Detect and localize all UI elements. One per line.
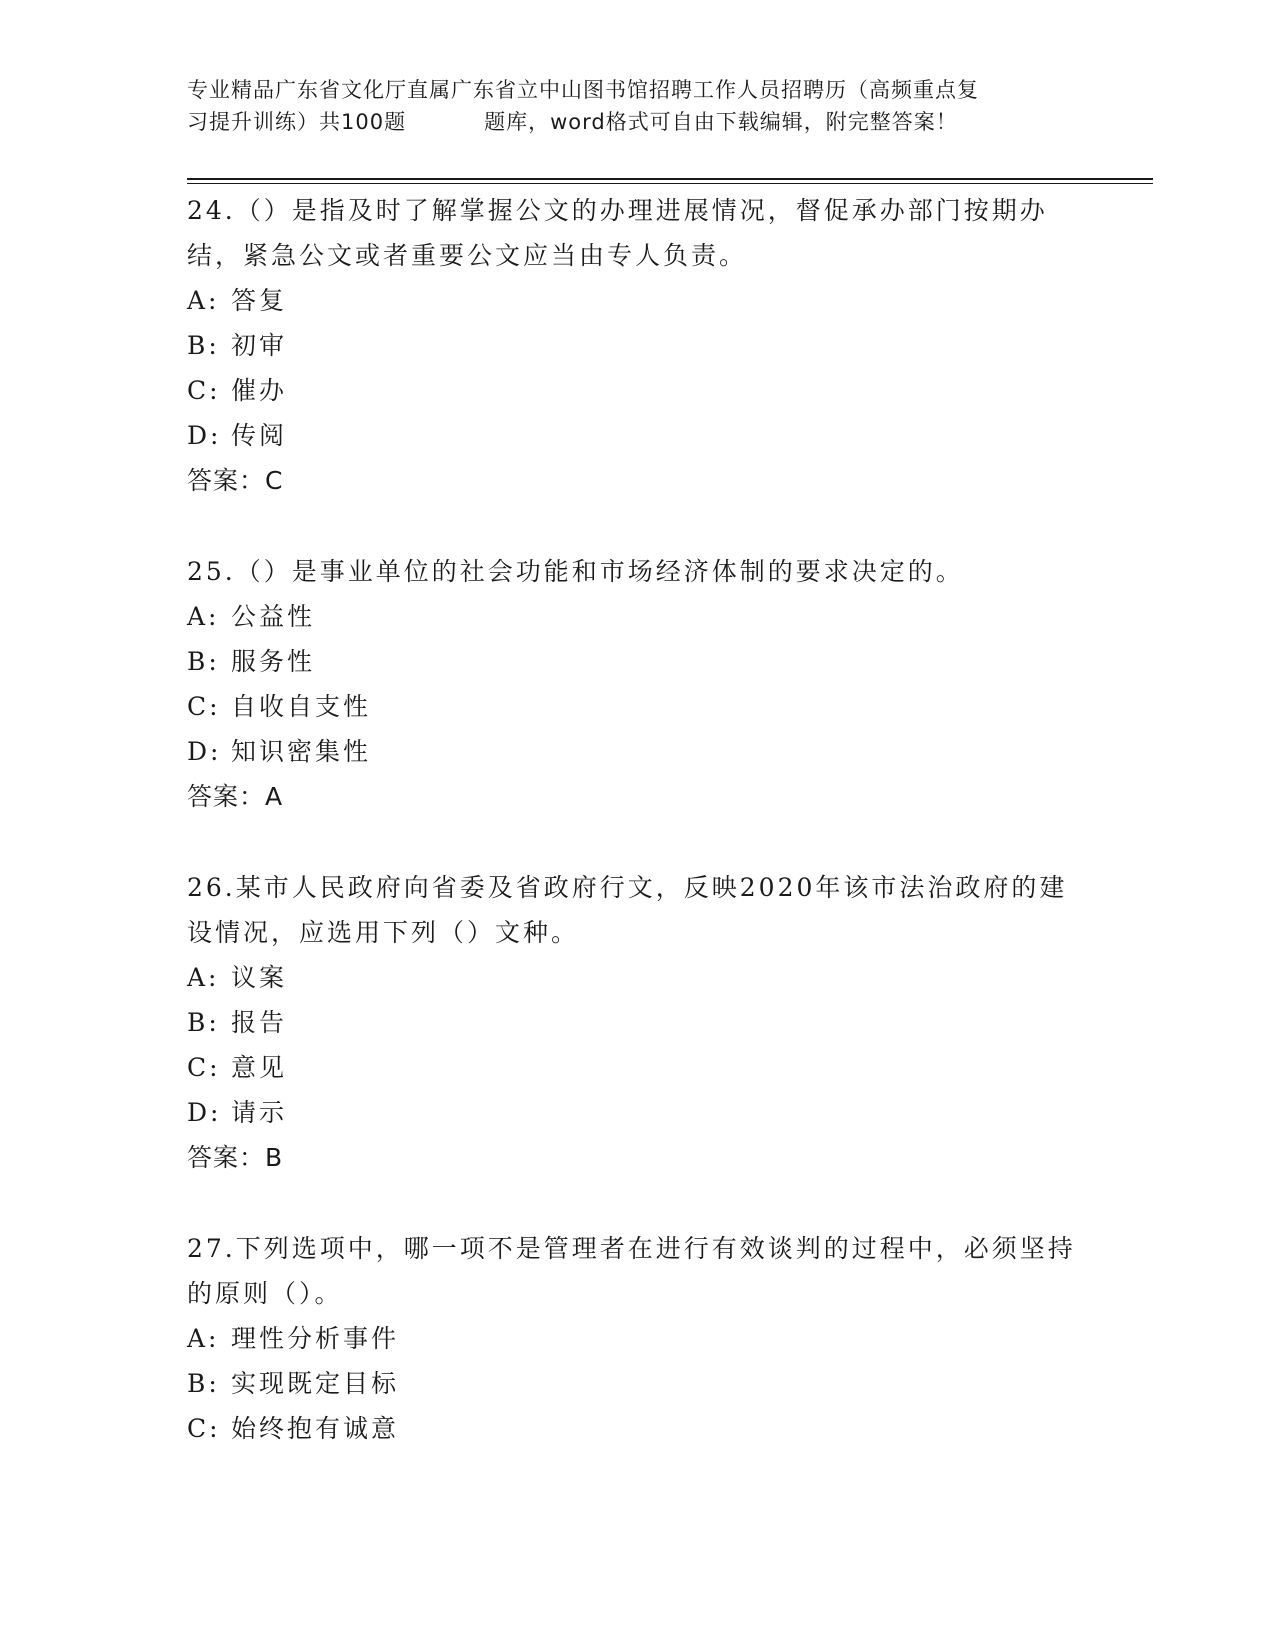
question-24	[187, 188, 1087, 503]
option-letter: B:	[187, 1369, 220, 1398]
option-letter: D:	[187, 1098, 222, 1127]
question-27	[187, 1226, 1087, 1451]
option-d	[187, 413, 1087, 458]
option-letter: A:	[187, 602, 220, 631]
option-text: 传阅	[231, 421, 288, 450]
option-letter: C:	[187, 692, 221, 721]
option-letter: A:	[187, 286, 220, 315]
option-letter: A:	[187, 1324, 220, 1353]
question-stem: 26.某市人民政府向省委及省政府行文，反映2020年该市法治政府的建设情况，应选用下列（）文种。	[187, 873, 1068, 947]
header-line-2-left: 习提升训练）共100题	[187, 110, 407, 134]
option-text: 意见	[231, 1053, 288, 1082]
document-header	[187, 74, 1087, 138]
option-letter: B:	[187, 647, 220, 676]
option-letter: C:	[187, 1414, 221, 1443]
header-rule-thin	[187, 183, 1153, 184]
header-rule-thick	[187, 178, 1153, 180]
option-letter: A:	[187, 963, 220, 992]
option-text: 请示	[231, 1098, 288, 1127]
question-list	[187, 188, 1087, 1497]
option-text: 公益性	[231, 602, 316, 631]
option-letter: B:	[187, 331, 220, 360]
answer-line: 答案：A	[187, 782, 284, 811]
question-26	[187, 865, 1087, 1180]
option-letter: C:	[187, 1053, 221, 1082]
option-text: 自收自支性	[231, 692, 372, 721]
option-c	[187, 368, 1087, 413]
option-text: 议案	[231, 963, 288, 992]
option-b	[187, 323, 1087, 368]
option-text: 知识密集性	[231, 737, 372, 766]
option-c	[187, 1045, 1087, 1090]
answer-line: 答案：C	[187, 466, 284, 495]
option-text: 催办	[231, 376, 288, 405]
question-stem: 24.（）是指及时了解掌握公文的办理进展情况，督促承办部门按期办结，紧急公文或者重要公文应当由专人负责。	[187, 196, 1048, 270]
header-line-1: 专业精品广东省文化厅直属广东省立中山图书馆招聘工作人员招聘历（高频重点复	[187, 78, 979, 102]
answer-line: 答案：B	[187, 1143, 284, 1172]
question-stem: 25.（）是事业单位的社会功能和市场经济体制的要求决定的。	[187, 557, 964, 586]
option-text: 始终抱有诚意	[231, 1414, 400, 1443]
option-text: 服务性	[231, 647, 316, 676]
option-letter: B:	[187, 1008, 220, 1037]
header-line-2	[187, 106, 1087, 138]
option-text: 答复	[231, 286, 288, 315]
option-d	[187, 1090, 1087, 1135]
option-c	[187, 684, 1087, 729]
option-a	[187, 278, 1087, 323]
option-text: 报告	[231, 1008, 288, 1037]
option-letter: C:	[187, 376, 221, 405]
option-b	[187, 639, 1087, 684]
option-letter: D:	[187, 421, 222, 450]
option-d	[187, 729, 1087, 774]
option-b	[187, 1000, 1087, 1045]
option-a	[187, 1316, 1087, 1361]
option-a	[187, 594, 1087, 639]
question-25	[187, 549, 1087, 819]
option-c	[187, 1406, 1087, 1451]
option-b	[187, 1361, 1087, 1406]
option-text: 实现既定目标	[231, 1369, 400, 1398]
option-a	[187, 955, 1087, 1000]
option-letter: D:	[187, 737, 222, 766]
option-text: 初审	[231, 331, 288, 360]
question-stem: 27.下列选项中，哪一项不是管理者在进行有效谈判的过程中，必须坚持的原则（）。	[187, 1234, 1076, 1308]
header-line-2-right: 题库，word格式可自由下载编辑，附完整答案！	[484, 110, 958, 134]
option-text: 理性分析事件	[231, 1324, 400, 1353]
header-gap	[406, 106, 484, 138]
